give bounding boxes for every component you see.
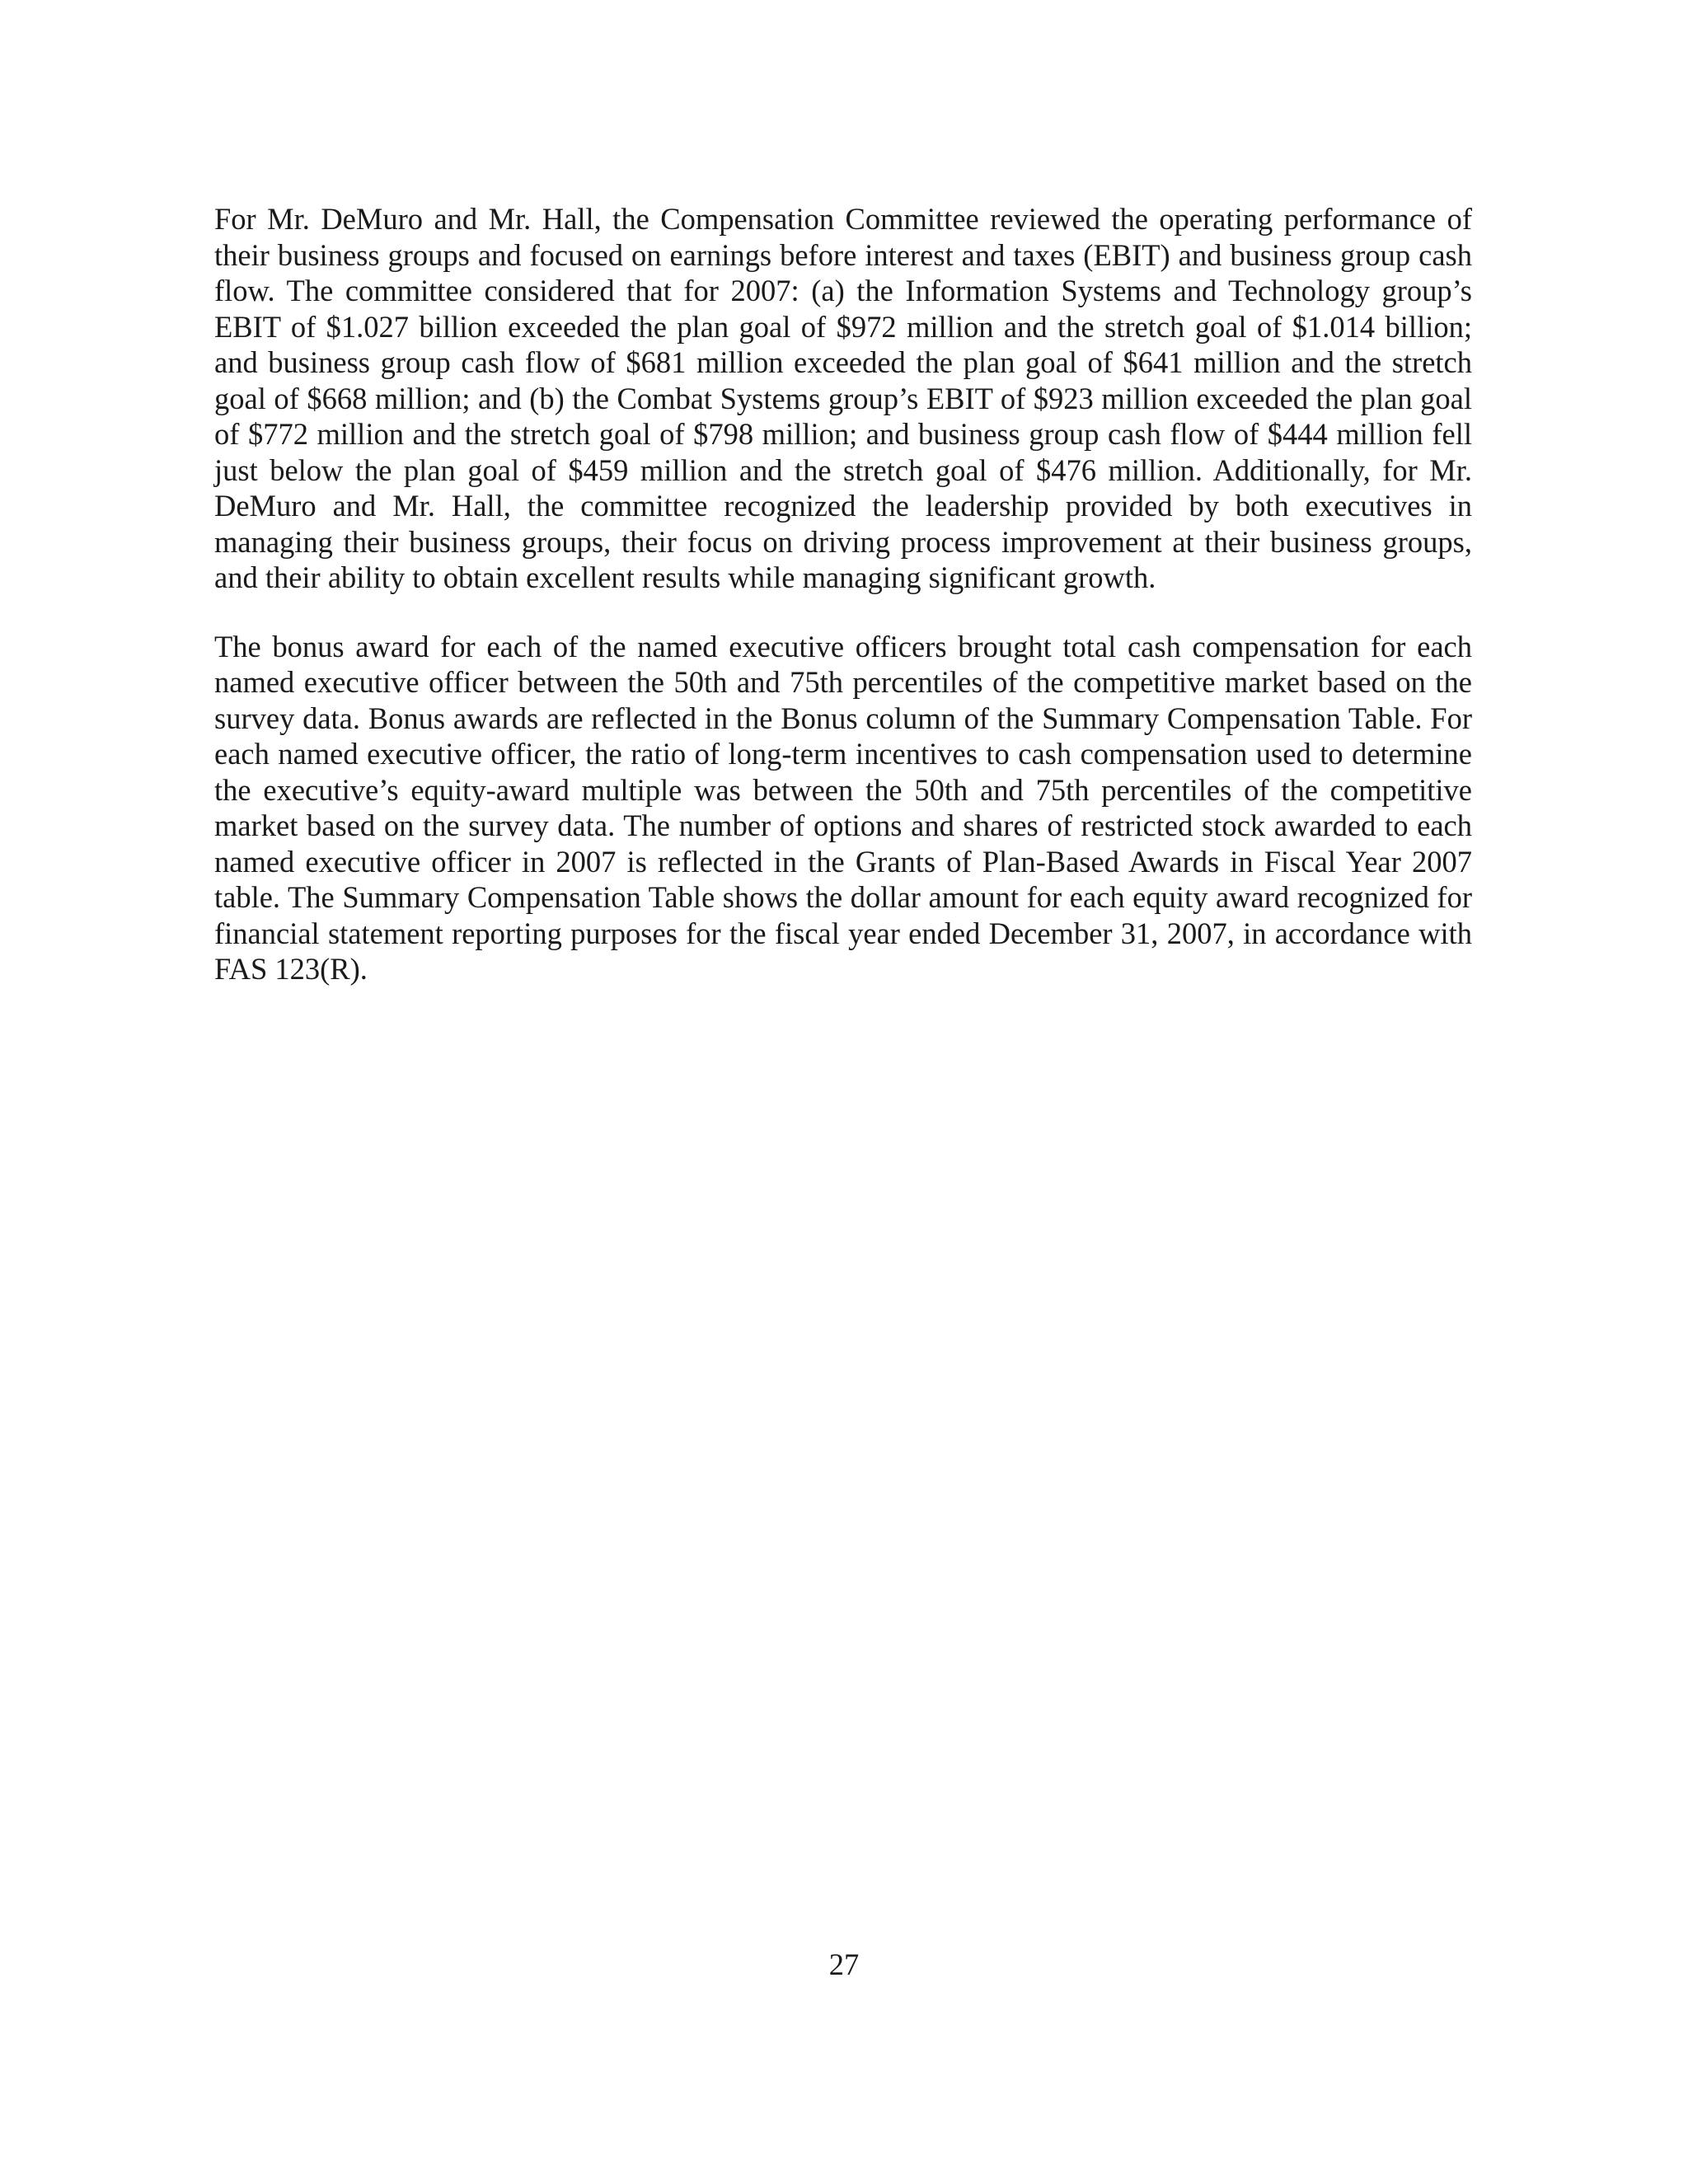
paragraph-business-group-performance: For Mr. DeMuro and Mr. Hall, the Compensation Committee reviewed the operating performance of their business groups and focused on earnings before interest and taxes (EBIT) and business group cash flow. The committee considered that for 2007: (a) the Information Systems and Technology group’s EBIT of $1.027 billion exceeded the plan goal of $972 million and the stretch goal of $1.014 billion; and business group cash flow of $681 million exceeded the plan goal of $641 million and the stretch goal of $668 million; and (b) the Combat Systems group’s EBIT of $923 million exceeded the plan goal of $772 million and the stretch goal of $798 million; and business group cash flow of $444 million fell just below the plan goal of $459 million and the stretch goal of $476 million. Additionally, for Mr. DeMuro and Mr. Hall, the committee recognized the leadership provided by both executives in managing their business groups, their focus on driving process improvement at their business groups, and their ability to obtain excellent results while managing significant growth. bbox=[214, 202, 1472, 594]
body-text bbox=[214, 201, 1472, 1020]
paragraph-bonus-award: The bonus award for each of the named executive officers brought total cash compensation for each named executive officer between the 50th and 75th percentiles of the competitive market based on the survey data. Bonus awards are reflected in the Bonus column of the Summary Compensation Table. For each named executive officer, the ratio of long-term incentives to cash compensation used to determine the executive’s equity-award multiple was between the 50th and 75th percentiles of the competitive market based on the survey data. The number of options and shares of restricted stock awarded to each named executive officer in 2007 is reflected in the Grants of Plan-Based Awards in Fiscal Year 2007 table. The Summary Compensation Table shows the dollar amount for each equity award recognized for financial statement reporting purposes for the fiscal year ended December 31, 2007, in accordance with FAS 123(R). bbox=[214, 629, 1472, 986]
page-number: 27 bbox=[828, 1947, 860, 1981]
